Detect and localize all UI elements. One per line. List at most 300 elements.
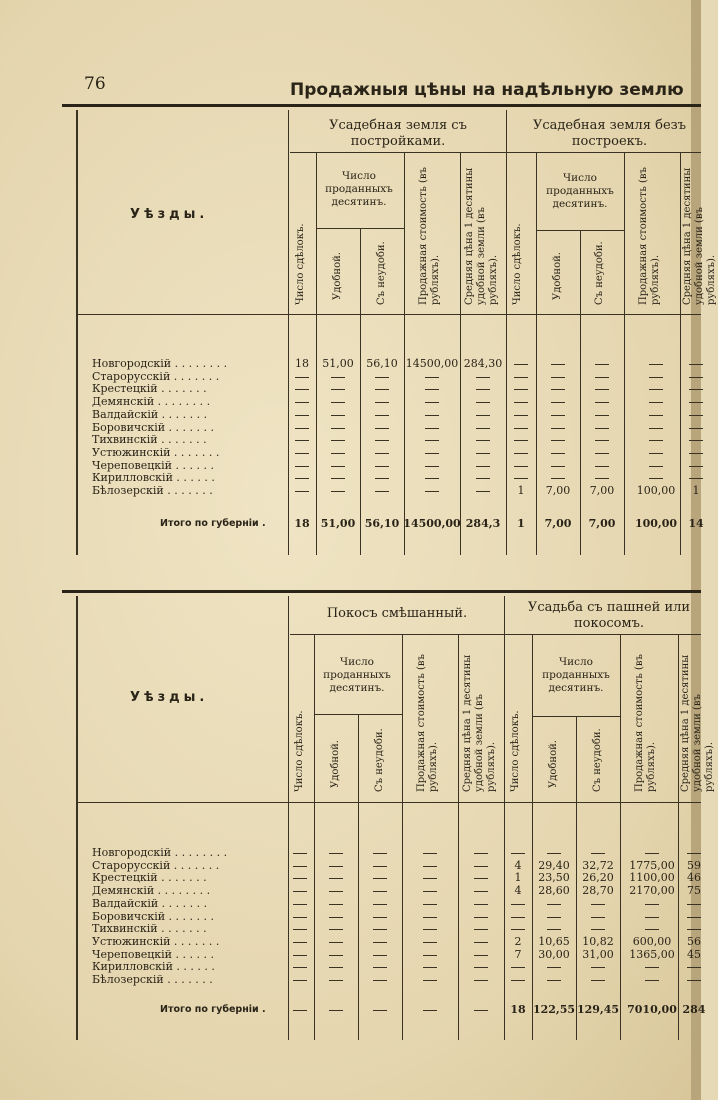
table-2-total-cell: 129,45 — [576, 1003, 620, 1016]
table-1-cell-dash — [595, 478, 609, 479]
table-2-cell-dash — [329, 967, 343, 968]
table-1-cell-dash — [649, 466, 663, 467]
table-2-cell: 7 — [514, 947, 522, 961]
table-1-cell-dash — [331, 466, 345, 467]
table-1-cell-dash — [551, 428, 565, 429]
table-1-district-name: Бѣлозерскій . . . . . . . — [92, 484, 213, 497]
table-2-price-header-a: Продажная стоимость (въ рубляхъ). — [416, 654, 439, 792]
table-1-avg-header-a: Средняя цѣна 1 десятины удобной земли (въ рубляхъ). — [464, 167, 499, 305]
table-1-district-name: Боровичскій . . . . . . . — [92, 420, 215, 434]
table-1-cell-dash — [425, 428, 439, 429]
table-1-cell-dash — [375, 440, 389, 441]
table-1-cell-dash — [425, 453, 439, 454]
table-2-district-name: Кирилловскій . . . . . . — [92, 960, 215, 974]
table-2-cell-dash — [547, 917, 561, 918]
table-2-unuseful-header-b: Съ неудоби. — [592, 728, 603, 792]
table-2-cell-dash — [511, 967, 525, 968]
table-2-cell: 1100,00 — [629, 871, 675, 885]
table-2-avg-header-b: Средняя цѣна 1 десятины удобной земли (въ рубляхъ). — [680, 654, 715, 792]
table-2-total-label: Итого по губерніи . — [160, 1004, 266, 1015]
table-2-group-b-header: Усадьба съ пашней или покосомъ. — [527, 600, 691, 631]
table-1-cell-dash — [514, 415, 528, 416]
table-1-body-rule — [78, 314, 701, 315]
table-2-col-line — [358, 714, 359, 1040]
table-1-cell-dash — [476, 377, 490, 378]
table-1-avg-header-b: Средняя цѣна 1 десятины удобной земли (въ рубляхъ). — [682, 167, 717, 305]
table-1-district-name: Демянскій . . . . . . . . — [92, 395, 211, 409]
table-1-cell-dash — [514, 466, 528, 467]
table-1-cell-dash — [375, 453, 389, 454]
table-1-cell-dash — [331, 402, 345, 403]
table-2-cell-dash — [687, 853, 701, 854]
table-1-total-cell: 1 — [517, 517, 525, 530]
table-1-cell: 7,00 — [589, 484, 615, 497]
table-2-cell-dash — [373, 942, 387, 943]
table-1-cell: 56,10 — [366, 357, 398, 370]
table-1-cell-dash — [331, 428, 345, 429]
table-2-cell-dash — [474, 878, 488, 879]
table-2-cell-dash — [329, 929, 343, 930]
table-1-cell-dash — [375, 491, 389, 492]
table-2-cell-dash — [547, 980, 561, 981]
table-2-total-cell: 284 — [682, 1003, 706, 1016]
table-1-cell-dash — [689, 377, 703, 378]
table-2-cell-dash — [373, 904, 387, 905]
table-2-col-line — [532, 634, 533, 1040]
table-2-cell-dash — [293, 904, 307, 905]
table-1-cell-dash — [425, 415, 439, 416]
table-2-district-name: Валдайскій . . . . . . . — [92, 896, 208, 910]
table-2-deals-header-a: Число сдѣлокъ. — [294, 710, 305, 792]
table-1-cell-dash — [425, 377, 439, 378]
table-2-cell-dash — [547, 904, 561, 905]
table-2-cell-dash — [373, 878, 387, 879]
table-1-group-a-header: Усадебная земля съ постройками. — [329, 118, 467, 149]
table-2-col-line — [402, 634, 403, 1040]
table-1-district-name: Череповецкій . . . . . . — [92, 458, 214, 472]
table-1-cell-dash — [514, 453, 528, 454]
table-1-cell-dash — [551, 377, 565, 378]
table-1-cell-dash — [476, 402, 490, 403]
table-1-cell-dash — [514, 377, 528, 378]
table-2-cell-dash — [687, 929, 701, 930]
table-1-cell: 14500,00 — [405, 357, 459, 370]
table-1-cell-dash — [375, 389, 389, 390]
table-1-cell: 18 — [295, 357, 309, 370]
page-number: 76 — [84, 74, 106, 94]
table-2-cell: 1365,00 — [629, 947, 675, 961]
table-1-cell-dash — [425, 466, 439, 467]
table-1-district-name: Тихвинскій . . . . . . . — [92, 433, 207, 447]
table-2-cell-dash — [591, 929, 605, 930]
table-2-cell-dash — [645, 929, 659, 930]
table-2-deals-header-b: Число сдѣлокъ. — [510, 710, 521, 792]
table-2-cell-dash — [645, 853, 659, 854]
table-1-cell-dash — [476, 389, 490, 390]
table-2-cell-dash — [423, 967, 437, 968]
table-2-cell-dash — [547, 929, 561, 930]
table-1-cell-dash — [551, 364, 565, 365]
table-1-total-cell: 56,10 — [364, 517, 400, 530]
table-2-cell: 28,60 — [538, 884, 570, 898]
table-1-cell-dash — [689, 402, 703, 403]
table-1-district-name: Валдайскій . . . . . . . — [92, 407, 208, 421]
table-2-cell-dash — [329, 955, 343, 956]
table-1-cell-dash — [295, 415, 309, 416]
table-2-cell-dash — [293, 967, 307, 968]
table-1-cell-dash — [295, 402, 309, 403]
table-1-cell-dash — [689, 466, 703, 467]
table-2-cell-dash — [329, 891, 343, 892]
table-2-col-line — [576, 716, 577, 1040]
table-2-cell-dash — [474, 955, 488, 956]
table-2-total-cell: 7010,00 — [627, 1003, 677, 1016]
table-2-total-cell-dash — [329, 1010, 343, 1011]
table-1-cell-dash — [551, 440, 565, 441]
table-2-cell: 1 — [514, 871, 522, 885]
table-2-col-line — [620, 634, 621, 1040]
table-1-col-line — [460, 152, 461, 555]
table-1-cell-dash — [425, 389, 439, 390]
table-2-total-cell-dash — [474, 1010, 488, 1011]
table-2-cell-dash — [474, 980, 488, 981]
table-2-col-line — [314, 634, 315, 1040]
table-1-deals-header-a: Число сдѣлокъ. — [295, 223, 306, 305]
table-2-cell-dash — [591, 853, 605, 854]
table-1-district-name: Старорусскій . . . . . . . — [92, 369, 220, 383]
table-2-useful-header-b: Удобной. — [548, 740, 559, 788]
middle-rule — [62, 590, 701, 593]
table-1-col-line — [360, 228, 361, 555]
table-2-cell-dash — [329, 866, 343, 867]
table-1-col-line — [506, 110, 507, 555]
table-1-col-line — [536, 152, 537, 555]
table-2-cell-dash — [474, 853, 488, 854]
table-2-cell-dash — [645, 917, 659, 918]
table-2-cell-dash — [293, 942, 307, 943]
table-2-cell-dash — [591, 967, 605, 968]
table-1-stub-header: Уѣзды. — [130, 207, 209, 222]
table-1-cell-dash — [689, 389, 703, 390]
table-2-col-line — [678, 634, 679, 1040]
table-1-cell: 51,00 — [322, 357, 354, 370]
table-2-cell-dash — [687, 980, 701, 981]
table-2-cell-dash — [645, 967, 659, 968]
table-1-cell-dash — [551, 389, 565, 390]
table-2-cell-dash — [373, 891, 387, 892]
table-2-cell-dash — [474, 967, 488, 968]
table-2-cell-dash — [474, 942, 488, 943]
table-1-total-cell: 51,00 — [320, 517, 356, 530]
table-1-unuseful-header-b: Съ неудоби. — [594, 241, 605, 305]
table-2-useful-header-a: Удобной. — [330, 740, 341, 788]
table-2-total-cell-dash — [293, 1010, 307, 1011]
table-1-header-rule — [290, 152, 701, 153]
table-2-cell-dash — [373, 917, 387, 918]
table-2-left-border — [76, 596, 78, 1040]
table-1-col-line — [680, 152, 681, 555]
table-2-district-name: Новгородскій . . . . . . . . — [92, 846, 228, 859]
table-2-district-name: Устюжинскій . . . . . . . — [92, 934, 220, 948]
table-2-cell-dash — [423, 942, 437, 943]
table-2-cell-dash — [329, 980, 343, 981]
table-2-cell-dash — [511, 929, 525, 930]
table-1-total-cell: 284,3 — [465, 517, 501, 530]
table-2-cell-dash — [511, 980, 525, 981]
table-2-cell-dash — [293, 929, 307, 930]
table-2-cell: 46 — [687, 871, 701, 885]
table-2-cell-dash — [645, 904, 659, 905]
table-2-cell-dash — [293, 955, 307, 956]
table-1-unuseful-header-a: Съ неудоби. — [376, 241, 387, 305]
table-1-cell-dash — [331, 415, 345, 416]
table-1-cell-dash — [425, 440, 439, 441]
table-2-header-rule — [290, 634, 701, 635]
table-2-cell-dash — [423, 929, 437, 930]
table-1-cell-dash — [425, 478, 439, 479]
table-2-cell-dash — [687, 967, 701, 968]
table-1-cell-dash — [595, 440, 609, 441]
table-1-cell-dash — [595, 428, 609, 429]
table-1-cell-dash — [649, 377, 663, 378]
table-2-cell-dash — [423, 853, 437, 854]
table-1-useful-header-a: Удобной. — [332, 252, 343, 300]
table-1-left-border — [76, 110, 78, 555]
table-1-cell-dash — [476, 453, 490, 454]
table-1-group-b-header: Усадебная земля безъ построекъ. — [532, 118, 687, 149]
table-2-cell-dash — [687, 917, 701, 918]
table-1-deals-header-b: Число сдѣлокъ. — [512, 223, 523, 305]
table-2-cell-dash — [329, 917, 343, 918]
table-2-cell-dash — [373, 929, 387, 930]
table-2-cell-dash — [547, 853, 561, 854]
table-2-col-line — [504, 596, 505, 1040]
table-2-cell-dash — [474, 904, 488, 905]
table-2-cell: 26,20 — [582, 871, 614, 885]
table-2-cell-dash — [329, 942, 343, 943]
table-1-price-header-b: Продажная стоимость (въ рубляхъ). — [638, 167, 661, 305]
table-2-district-name: Крестецкій . . . . . . . — [92, 871, 207, 885]
table-2-cell-dash — [687, 904, 701, 905]
table-1-cell-dash — [689, 428, 703, 429]
table-2-district-name: Тихвинскій . . . . . . . — [92, 922, 207, 936]
table-1-cell-dash — [425, 491, 439, 492]
table-1-district-name: Устюжинскій . . . . . . . — [92, 445, 220, 459]
table-2-cell-dash — [423, 878, 437, 879]
table-1-cell-dash — [295, 440, 309, 441]
table-2-cell-dash — [293, 853, 307, 854]
table-1-cell-dash — [331, 453, 345, 454]
table-1-cell-dash — [476, 440, 490, 441]
table-1-cell-dash — [551, 415, 565, 416]
table-1-cell-dash — [514, 402, 528, 403]
table-2-cell: 2170,00 — [629, 884, 675, 898]
table-1-cell-dash — [331, 478, 345, 479]
table-1-cell-dash — [551, 478, 565, 479]
table-2-cell-dash — [329, 878, 343, 879]
table-1-col-line — [404, 152, 405, 555]
table-1-cell-dash — [514, 364, 528, 365]
table-1-cell-dash — [295, 491, 309, 492]
table-2-avg-header-a: Средняя цѣна 1 десятины удобной земли (въ рубляхъ). — [462, 654, 497, 792]
table-1-cell-dash — [551, 402, 565, 403]
table-1-dess-header-b: Число проданныхъ десятинъ. — [546, 172, 614, 210]
table-1-cell-dash — [689, 364, 703, 365]
table-2-stub-header: Уѣзды. — [130, 690, 209, 705]
table-2-group-a-header: Покосъ смѣшанный. — [326, 606, 468, 621]
table-2-unuseful-header-a: Съ неудоби. — [374, 728, 385, 792]
table-2-total-cell-dash — [423, 1010, 437, 1011]
table-1-cell-dash — [595, 377, 609, 378]
table-2-cell: 23,50 — [538, 871, 570, 885]
table-1-cell-dash — [689, 440, 703, 441]
table-1-total-cell: 14 — [688, 517, 704, 530]
table-2-cell-dash — [373, 955, 387, 956]
table-2-district-name: Старорусскій . . . . . . . — [92, 858, 220, 872]
table-2-cell-dash — [474, 929, 488, 930]
table-2-cell-dash — [293, 891, 307, 892]
table-2-cell-dash — [423, 891, 437, 892]
table-1-cell-dash — [595, 402, 609, 403]
table-2-cell: 56 — [687, 934, 701, 948]
table-1-district-name: Крестецкій . . . . . . . — [92, 382, 207, 396]
table-2-dess-header-b: Число проданныхъ десятинъ. — [542, 656, 610, 694]
table-2-cell: 4 — [514, 858, 522, 872]
table-2-cell-dash — [329, 904, 343, 905]
table-1-total-cell: 14500,00 — [403, 517, 461, 530]
table-1-cell-dash — [375, 428, 389, 429]
table-1-cell-dash — [375, 415, 389, 416]
table-2-cell-dash — [373, 853, 387, 854]
table-2-cell: 10,82 — [582, 934, 614, 948]
table-2-cell: 45 — [687, 947, 701, 961]
table-2-cell-dash — [645, 980, 659, 981]
table-2-cell: 2 — [514, 934, 522, 948]
page-title: Продажныя цѣны на надѣльную землю — [290, 80, 684, 100]
table-2-cell-dash — [293, 980, 307, 981]
table-1-cell-dash — [649, 415, 663, 416]
table-2-cell-dash — [474, 891, 488, 892]
table-1-cell-dash — [689, 453, 703, 454]
table-1-col-line — [288, 110, 289, 555]
table-2-cell-dash — [293, 866, 307, 867]
table-2-total-cell: 18 — [510, 1003, 526, 1016]
table-2-cell-dash — [474, 917, 488, 918]
table-1-dess-header-a: Число проданныхъ десятинъ. — [325, 170, 393, 208]
table-2-cell-dash — [423, 866, 437, 867]
table-1-cell-dash — [331, 491, 345, 492]
table-1-cell: 284,30 — [463, 357, 503, 370]
table-1-total-cell: 100,00 — [634, 517, 678, 530]
top-rule — [62, 104, 701, 107]
table-2-district-name: Демянскій . . . . . . . . — [92, 884, 211, 898]
table-2-cell: 10,65 — [538, 934, 570, 948]
table-1-cell-dash — [295, 478, 309, 479]
table-1-cell-dash — [649, 402, 663, 403]
table-2-cell: 59 — [687, 858, 701, 872]
table-1-cell-dash — [514, 428, 528, 429]
table-1-cell-dash — [649, 389, 663, 390]
table-2-cell: 600,00 — [632, 934, 672, 948]
table-2-cell-dash — [293, 878, 307, 879]
table-1-cell-dash — [595, 466, 609, 467]
table-1-col-line — [316, 152, 317, 555]
table-2-cell-dash — [423, 917, 437, 918]
table-2-col-line — [288, 596, 289, 1040]
table-2-cell-dash — [511, 904, 525, 905]
table-2-cell-dash — [511, 917, 525, 918]
table-1-cell-dash — [425, 402, 439, 403]
table-1-district-name: Новгородскій . . . . . . . . — [92, 357, 228, 370]
table-2-cell: 29,40 — [538, 858, 570, 872]
table-1-cell-dash — [375, 377, 389, 378]
table-1-total-cell: 7,00 — [544, 517, 572, 530]
table-1-col-line — [580, 230, 581, 555]
table-1-cell-dash — [595, 415, 609, 416]
table-2-cell-dash — [511, 853, 525, 854]
table-1-cell: 7,00 — [545, 484, 571, 497]
table-1-cell-dash — [476, 491, 490, 492]
table-1-total-label: Итого по губерніи . — [160, 518, 266, 529]
table-1-cell-dash — [476, 428, 490, 429]
table-1-cell-dash — [476, 415, 490, 416]
table-2-cell-dash — [373, 866, 387, 867]
table-1-col-line — [624, 152, 625, 555]
table-2-cell-dash — [423, 904, 437, 905]
table-1-cell-dash — [595, 364, 609, 365]
table-2-district-name: Череповецкій . . . . . . — [92, 947, 214, 961]
table-2-cell-dash — [591, 980, 605, 981]
table-1-price-header-a: Продажная стоимость (въ рубляхъ). — [418, 167, 441, 305]
table-2-dess-header-a: Число проданныхъ десятинъ. — [323, 656, 391, 694]
table-2-body-rule — [78, 802, 701, 803]
table-1-total-cell: 7,00 — [588, 517, 616, 530]
table-1-cell-dash — [295, 389, 309, 390]
table-2-price-header-b: Продажная стоимость (въ рубляхъ). — [634, 654, 657, 792]
table-1-cell-dash — [649, 453, 663, 454]
table-1-cell: 1 — [517, 484, 525, 497]
table-1-district-name: Кирилловскій . . . . . . — [92, 471, 215, 485]
table-2-cell-dash — [329, 853, 343, 854]
table-1-cell-dash — [375, 402, 389, 403]
table-2-total-cell: 122,55 — [532, 1003, 576, 1016]
table-1-cell-dash — [375, 466, 389, 467]
table-1-cell-dash — [649, 440, 663, 441]
table-2-cell: 28,70 — [582, 884, 614, 898]
table-1-cell-dash — [514, 389, 528, 390]
table-2-district-name: Бѣлозерскій . . . . . . . — [92, 973, 213, 986]
table-1-cell-dash — [514, 440, 528, 441]
table-1-cell-dash — [649, 364, 663, 365]
table-1-cell-dash — [551, 453, 565, 454]
table-1-cell-dash — [595, 453, 609, 454]
table-1-useful-header-b: Удобной. — [552, 252, 563, 300]
table-1-total-cell: 18 — [294, 517, 310, 530]
table-1-cell-dash — [649, 428, 663, 429]
table-1-cell-dash — [295, 466, 309, 467]
table-1-cell-dash — [595, 389, 609, 390]
table-2-cell: 31,00 — [582, 947, 614, 961]
table-1-cell-dash — [331, 377, 345, 378]
table-2-cell-dash — [373, 980, 387, 981]
table-1-cell-dash — [476, 466, 490, 467]
table-1-cell-dash — [476, 478, 490, 479]
table-1-cell-dash — [295, 453, 309, 454]
table-1-cell-dash — [514, 478, 528, 479]
table-2-total-cell-dash — [373, 1010, 387, 1011]
table-1-cell-dash — [689, 478, 703, 479]
table-2-col-line — [458, 634, 459, 1040]
